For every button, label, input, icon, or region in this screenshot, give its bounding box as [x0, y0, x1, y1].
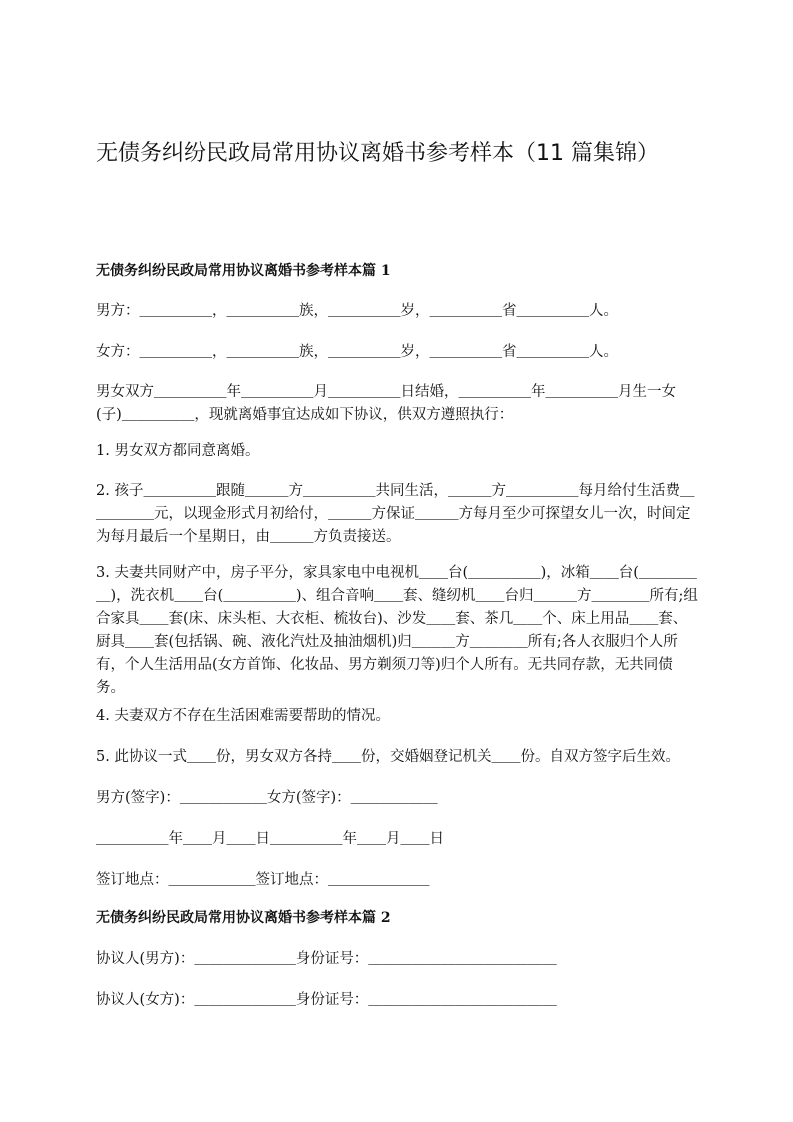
party-female-line: 协议人(女方)：＿＿＿＿＿＿＿身份证号：＿＿＿＿＿＿＿＿＿＿＿＿＿ — [96, 992, 557, 1008]
female-info-line: 女方：＿＿＿＿＿，＿＿＿＿＿族，＿＿＿＿＿岁，＿＿＿＿＿省＿＿＿＿＿人。 — [96, 344, 618, 360]
signing-place-line: 签订地点：＿＿＿＿＿＿签订地点：＿＿＿＿＿＿＿ — [96, 872, 430, 888]
intro-paragraph: 男女双方＿＿＿＿＿年＿＿＿＿＿月＿＿＿＿＿日结婚，＿＿＿＿＿年＿＿＿＿＿月生一女(子)＿＿＿＿＿，现就离婚事宜达成如下协议，供双方遵照执行： — [96, 384, 676, 423]
signature-line: 男方(签字)：＿＿＿＿＿＿女方(签字)：＿＿＿＿＿＿ — [96, 790, 438, 806]
section-2-heading: 无债务纠纷民政局常用协议离婚书参考样本篇 2 — [96, 910, 391, 926]
party-male-line: 协议人(男方)：＿＿＿＿＿＿＿身份证号：＿＿＿＿＿＿＿＿＿＿＿＿＿ — [96, 951, 557, 967]
document-title: 无债务纠纷民政局常用协议离婚书参考样本（11 篇集锦） — [96, 141, 659, 166]
male-info-line: 男方：＿＿＿＿＿，＿＿＿＿＿族，＿＿＿＿＿岁，＿＿＿＿＿省＿＿＿＿＿人。 — [96, 303, 618, 319]
clause-5: 5. 此协议一式＿＿份，男女双方各持＿＿份，交婚姻登记机关＿＿份。自双方签字后生效。 — [96, 749, 680, 765]
date-line: ＿＿＿＿＿年＿＿月＿＿日＿＿＿＿＿年＿＿月＿＿日 — [96, 831, 444, 847]
clause-3: 3. 夫妻共同财产中，房子平分，家具家电中电视机＿＿台(＿＿＿＿＿)，冰箱＿＿台(＿＿＿＿＿)，洗衣机＿＿台(＿＿＿＿＿)、组合音响＿＿套、缝纫机＿＿台归＿＿＿方＿＿＿＿所有;组合家具＿＿套(床、床头柜、大衣柜、梳妆台)、沙发＿＿套、茶几＿＿个、床上用品＿＿套、厨具＿＿套(包括锅、碗、液化汽灶及抽油烟机)归＿＿＿方＿＿＿＿所有;各人衣服归个人所有，个人生活用品(女方首饰、化妆品、男方剃须刀等)归个人所有。无共同存款，无共同债务。 — [96, 565, 698, 696]
clause-2: 2. 孩子＿＿＿＿＿跟随＿＿＿方＿＿＿＿＿共同生活，＿＿＿方＿＿＿＿＿每月给付生活费＿＿＿＿＿元，以现金形式月初给付，＿＿＿方保证＿＿＿方每月至少可探望女儿一次，时间定为每月最后一个星期日，由＿＿＿方负责接送。 — [96, 483, 695, 545]
clause-4: 4. 夫妻双方不存在生活困难需要帮助的情况。 — [96, 708, 390, 724]
clause-1: 1. 男女双方都同意离婚。 — [96, 443, 260, 459]
section-1-heading: 无债务纠纷民政局常用协议离婚书参考样本篇 1 — [96, 263, 391, 279]
